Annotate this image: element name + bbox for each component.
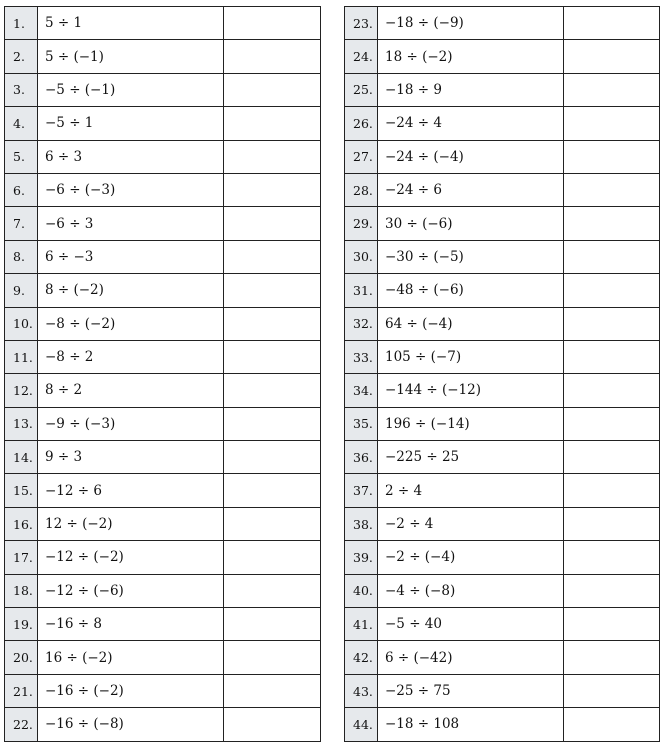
answer-cell[interactable] bbox=[224, 7, 321, 40]
answer-cell[interactable] bbox=[564, 507, 660, 540]
problem-row bbox=[345, 340, 660, 373]
problem-row bbox=[5, 407, 321, 440]
answer-cell[interactable] bbox=[224, 107, 321, 140]
answer-cell[interactable] bbox=[564, 474, 660, 507]
answer-cell[interactable] bbox=[564, 574, 660, 607]
answer-cell[interactable] bbox=[224, 40, 321, 73]
left-problem-rows bbox=[5, 7, 321, 742]
answer-cell[interactable] bbox=[224, 641, 321, 674]
problem-number: 14. bbox=[5, 441, 38, 474]
problem-row bbox=[345, 441, 660, 474]
problem-row bbox=[5, 40, 321, 73]
problem-expression: −30 ÷ (−5) bbox=[378, 240, 564, 273]
problem-number: 36. bbox=[345, 441, 378, 474]
problem-number: 38. bbox=[345, 507, 378, 540]
problem-expression: −12 ÷ (−2) bbox=[38, 541, 224, 574]
problem-number: 42. bbox=[345, 641, 378, 674]
problem-expression: 2 ÷ 4 bbox=[378, 474, 564, 507]
problem-row bbox=[345, 107, 660, 140]
problem-expression: 196 ÷ (−14) bbox=[378, 407, 564, 440]
problem-expression: −24 ÷ (−4) bbox=[378, 140, 564, 173]
problem-expression: 18 ÷ (−2) bbox=[378, 40, 564, 73]
answer-cell[interactable] bbox=[224, 441, 321, 474]
answer-cell[interactable] bbox=[224, 507, 321, 540]
problem-row bbox=[345, 40, 660, 73]
problem-expression: −8 ÷ (−2) bbox=[38, 307, 224, 340]
problem-number: 30. bbox=[345, 240, 378, 273]
problem-number: 29. bbox=[345, 207, 378, 240]
problem-row bbox=[345, 73, 660, 106]
problem-expression: 5 ÷ 1 bbox=[38, 7, 224, 40]
answer-cell[interactable] bbox=[224, 407, 321, 440]
answer-cell[interactable] bbox=[564, 407, 660, 440]
problem-expression: −12 ÷ (−6) bbox=[38, 574, 224, 607]
answer-cell[interactable] bbox=[564, 7, 660, 40]
answer-cell[interactable] bbox=[224, 340, 321, 373]
problem-expression: −5 ÷ 40 bbox=[378, 608, 564, 641]
answer-cell[interactable] bbox=[564, 274, 660, 307]
problem-expression: 30 ÷ (−6) bbox=[378, 207, 564, 240]
answer-cell[interactable] bbox=[224, 674, 321, 707]
problem-number: 1. bbox=[5, 7, 38, 40]
problem-expression: −18 ÷ 108 bbox=[378, 708, 564, 741]
problem-expression: 8 ÷ 2 bbox=[38, 374, 224, 407]
answer-cell[interactable] bbox=[564, 674, 660, 707]
problem-row bbox=[345, 674, 660, 707]
problem-expression: 64 ÷ (−4) bbox=[378, 307, 564, 340]
problem-row bbox=[345, 708, 660, 741]
problem-number: 25. bbox=[345, 73, 378, 106]
problem-number: 33. bbox=[345, 340, 378, 373]
problem-row bbox=[345, 541, 660, 574]
answer-cell[interactable] bbox=[224, 708, 321, 741]
answer-cell[interactable] bbox=[564, 207, 660, 240]
problem-row bbox=[5, 641, 321, 674]
problem-number: 15. bbox=[5, 474, 38, 507]
problem-number: 24. bbox=[345, 40, 378, 73]
problem-row bbox=[5, 173, 321, 206]
problem-row bbox=[345, 207, 660, 240]
answer-cell[interactable] bbox=[564, 107, 660, 140]
answer-cell[interactable] bbox=[564, 140, 660, 173]
problem-row bbox=[5, 507, 321, 540]
answer-cell[interactable] bbox=[224, 240, 321, 273]
problem-row bbox=[5, 674, 321, 707]
problem-row bbox=[345, 140, 660, 173]
problem-expression: −18 ÷ (−9) bbox=[378, 7, 564, 40]
answer-cell[interactable] bbox=[224, 474, 321, 507]
problem-expression: −18 ÷ 9 bbox=[378, 73, 564, 106]
problem-number: 7. bbox=[5, 207, 38, 240]
problem-expression: 8 ÷ (−2) bbox=[38, 274, 224, 307]
problem-expression: −16 ÷ (−8) bbox=[38, 708, 224, 741]
answer-cell[interactable] bbox=[564, 307, 660, 340]
answer-cell[interactable] bbox=[564, 240, 660, 273]
problem-row bbox=[5, 274, 321, 307]
problem-row bbox=[5, 708, 321, 741]
problem-row bbox=[345, 608, 660, 641]
problem-expression: 16 ÷ (−2) bbox=[38, 641, 224, 674]
problem-number: 32. bbox=[345, 307, 378, 340]
problem-number: 17. bbox=[5, 541, 38, 574]
answer-cell[interactable] bbox=[564, 708, 660, 741]
answer-cell[interactable] bbox=[564, 608, 660, 641]
problem-number: 20. bbox=[5, 641, 38, 674]
problem-expression: 9 ÷ 3 bbox=[38, 441, 224, 474]
problem-number: 23. bbox=[345, 7, 378, 40]
problem-expression: −9 ÷ (−3) bbox=[38, 407, 224, 440]
left-problem-table bbox=[4, 6, 321, 742]
problem-row bbox=[5, 474, 321, 507]
answer-cell[interactable] bbox=[224, 173, 321, 206]
problem-row bbox=[345, 641, 660, 674]
problem-number: 4. bbox=[5, 107, 38, 140]
answer-cell[interactable] bbox=[564, 73, 660, 106]
problem-row bbox=[5, 107, 321, 140]
problem-row bbox=[5, 7, 321, 40]
problem-number: 10. bbox=[5, 307, 38, 340]
problem-row bbox=[5, 541, 321, 574]
problem-row bbox=[5, 207, 321, 240]
problem-number: 28. bbox=[345, 173, 378, 206]
answer-cell[interactable] bbox=[564, 374, 660, 407]
answer-cell[interactable] bbox=[564, 641, 660, 674]
problem-expression: −24 ÷ 6 bbox=[378, 173, 564, 206]
answer-cell[interactable] bbox=[224, 608, 321, 641]
problem-row bbox=[5, 574, 321, 607]
problem-expression: −225 ÷ 25 bbox=[378, 441, 564, 474]
answer-cell[interactable] bbox=[224, 140, 321, 173]
problem-number: 27. bbox=[345, 140, 378, 173]
problem-expression: 6 ÷ (−42) bbox=[378, 641, 564, 674]
problem-expression: −25 ÷ 75 bbox=[378, 674, 564, 707]
problem-number: 41. bbox=[345, 608, 378, 641]
problem-expression: 6 ÷ 3 bbox=[38, 140, 224, 173]
problem-number: 8. bbox=[5, 240, 38, 273]
problem-expression: 5 ÷ (−1) bbox=[38, 40, 224, 73]
problem-number: 44. bbox=[345, 708, 378, 741]
problem-expression: −5 ÷ 1 bbox=[38, 107, 224, 140]
problem-number: 6. bbox=[5, 173, 38, 206]
problem-number: 19. bbox=[5, 608, 38, 641]
problem-number: 13. bbox=[5, 407, 38, 440]
problem-expression: −24 ÷ 4 bbox=[378, 107, 564, 140]
answer-cell[interactable] bbox=[224, 274, 321, 307]
answer-cell[interactable] bbox=[224, 207, 321, 240]
problem-expression: −5 ÷ (−1) bbox=[38, 73, 224, 106]
problem-expression: −6 ÷ 3 bbox=[38, 207, 224, 240]
problem-expression: 6 ÷ −3 bbox=[38, 240, 224, 273]
problem-expression: −4 ÷ (−8) bbox=[378, 574, 564, 607]
answer-cell[interactable] bbox=[224, 73, 321, 106]
problem-number: 11. bbox=[5, 340, 38, 373]
problem-number: 16. bbox=[5, 507, 38, 540]
problem-row bbox=[345, 574, 660, 607]
problem-row bbox=[345, 507, 660, 540]
problem-row bbox=[345, 240, 660, 273]
problem-number: 22. bbox=[5, 708, 38, 741]
problem-row bbox=[5, 340, 321, 373]
problem-number: 40. bbox=[345, 574, 378, 607]
problem-number: 37. bbox=[345, 474, 378, 507]
problem-row bbox=[5, 73, 321, 106]
problem-number: 9. bbox=[5, 274, 38, 307]
answer-cell[interactable] bbox=[224, 574, 321, 607]
right-problem-rows bbox=[345, 7, 660, 742]
problem-number: 3. bbox=[5, 73, 38, 106]
problem-number: 12. bbox=[5, 374, 38, 407]
problem-number: 35. bbox=[345, 407, 378, 440]
problem-expression: −2 ÷ (−4) bbox=[378, 541, 564, 574]
problem-row bbox=[5, 240, 321, 273]
problem-number: 26. bbox=[345, 107, 378, 140]
problem-number: 18. bbox=[5, 574, 38, 607]
answer-cell[interactable] bbox=[564, 40, 660, 73]
problem-expression: −16 ÷ (−2) bbox=[38, 674, 224, 707]
answer-cell[interactable] bbox=[564, 173, 660, 206]
problem-row bbox=[345, 274, 660, 307]
problem-expression: −144 ÷ (−12) bbox=[378, 374, 564, 407]
problem-row bbox=[5, 441, 321, 474]
answer-cell[interactable] bbox=[564, 340, 660, 373]
right-problem-table bbox=[344, 6, 660, 742]
problem-row bbox=[5, 307, 321, 340]
problem-expression: −8 ÷ 2 bbox=[38, 340, 224, 373]
problem-number: 21. bbox=[5, 674, 38, 707]
problem-row bbox=[345, 7, 660, 40]
answer-cell[interactable] bbox=[564, 441, 660, 474]
problem-row bbox=[345, 374, 660, 407]
problem-row bbox=[345, 173, 660, 206]
problem-number: 5. bbox=[5, 140, 38, 173]
problem-expression: −12 ÷ 6 bbox=[38, 474, 224, 507]
problem-expression: 105 ÷ (−7) bbox=[378, 340, 564, 373]
answer-cell[interactable] bbox=[224, 541, 321, 574]
problem-number: 31. bbox=[345, 274, 378, 307]
problem-row bbox=[5, 608, 321, 641]
problem-expression: −6 ÷ (−3) bbox=[38, 173, 224, 206]
problem-row bbox=[5, 140, 321, 173]
answer-cell[interactable] bbox=[564, 541, 660, 574]
problem-expression: −16 ÷ 8 bbox=[38, 608, 224, 641]
answer-cell[interactable] bbox=[224, 307, 321, 340]
answer-cell[interactable] bbox=[224, 374, 321, 407]
problem-row bbox=[345, 407, 660, 440]
problem-number: 43. bbox=[345, 674, 378, 707]
problem-expression: −2 ÷ 4 bbox=[378, 507, 564, 540]
problem-number: 2. bbox=[5, 40, 38, 73]
problem-row bbox=[5, 374, 321, 407]
problem-number: 34. bbox=[345, 374, 378, 407]
problem-expression: −48 ÷ (−6) bbox=[378, 274, 564, 307]
problem-number: 39. bbox=[345, 541, 378, 574]
problem-row bbox=[345, 474, 660, 507]
problem-row bbox=[345, 307, 660, 340]
problem-expression: 12 ÷ (−2) bbox=[38, 507, 224, 540]
